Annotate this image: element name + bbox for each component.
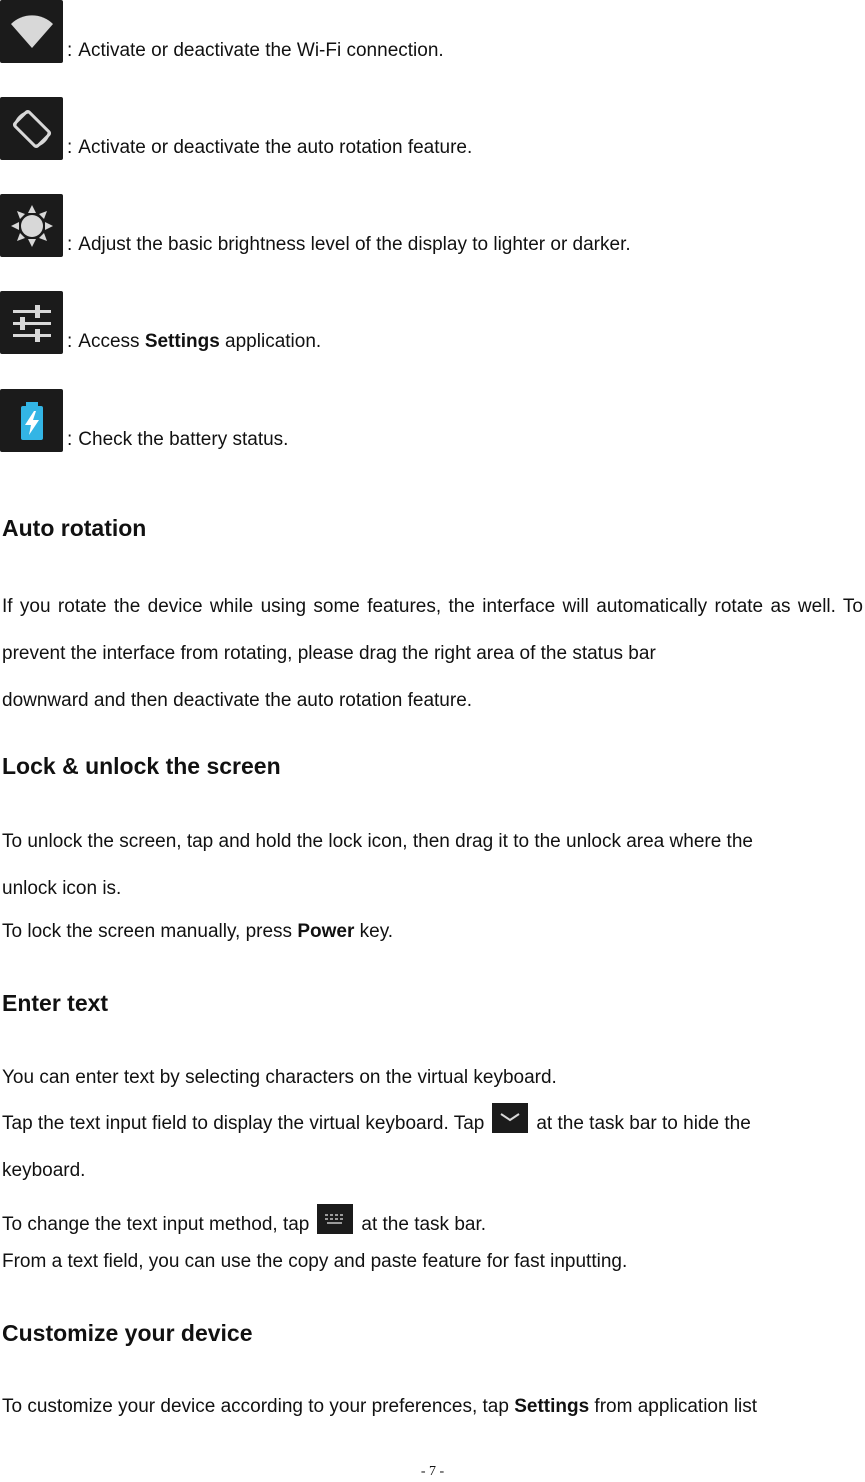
lock-text: To unlock the screen, tap and hold the lock icon, then drag it to the unlock area where the [2, 831, 753, 852]
auto-rotation-paragraph [2, 583, 863, 724]
battery-description: Check the battery status. [78, 429, 289, 450]
icon-row-battery [0, 389, 288, 452]
enter-text-line1: You can enter text by selecting characters on the virtual keyboard. [2, 1067, 557, 1088]
battery-icon [0, 389, 63, 452]
icon-colon: : [67, 331, 73, 352]
settings-text-pre: Access [78, 331, 145, 352]
icon-row-rotate [0, 97, 472, 160]
page-number: - 7 - [420, 1464, 445, 1479]
lock-paragraph [2, 818, 863, 912]
lock-manual-post: key. [354, 921, 394, 942]
enter-text-line3 [2, 1204, 486, 1236]
wifi-icon [0, 0, 63, 63]
customize-post: from application list [589, 1396, 758, 1417]
settings-sliders-icon [0, 291, 63, 354]
power-key-label: Power [297, 921, 355, 942]
icon-row-brightness [0, 194, 631, 257]
icon-row-wifi [0, 0, 444, 63]
brightness-description: Adjust the basic brightness level of the display to lighter or darker. [78, 234, 631, 255]
icon-colon: : [67, 429, 73, 450]
customize-pre: To customize your device according to your preferences, tap [2, 1396, 515, 1417]
keyboard-icon [317, 1204, 353, 1234]
enter-text-line2 [2, 1100, 863, 1194]
enter-text-line2-pre: Tap the text input field to display the virtual keyboard. Tap [2, 1113, 485, 1134]
lock-manual-line [2, 921, 393, 943]
icon-colon: : [67, 40, 73, 61]
lock-text-last: unlock icon is. [2, 878, 122, 899]
icon-row-settings [0, 291, 321, 354]
auto-rotate-icon [0, 97, 63, 160]
auto-rotation-text: If you rotate the device while using some features, the interface will automatically rotate as well. To prevent the interface from rotating, please drag the right area of the status bar [2, 596, 863, 664]
icon-colon: : [67, 234, 73, 255]
hide-keyboard-icon [492, 1103, 528, 1133]
settings-text-bold: Settings [144, 331, 220, 352]
settings-text-post: application. [219, 331, 322, 352]
lock-manual-pre: To lock the screen manually, press [2, 921, 298, 942]
enter-text-line2-last: keyboard. [2, 1160, 86, 1181]
settings-bold: Settings [514, 1396, 590, 1417]
enter-text-heading: Enter text [2, 990, 109, 1016]
enter-text-line3-post: at the task bar. [361, 1214, 487, 1235]
enter-text-line4: From a text field, you can use the copy and paste feature for fast inputting. [2, 1251, 628, 1272]
rotate-description: Activate or deactivate the auto rotation feature. [78, 137, 473, 158]
lock-heading: Lock & unlock the screen [2, 753, 281, 779]
customize-line [2, 1396, 757, 1418]
customize-heading: Customize your device [2, 1320, 253, 1346]
wifi-description: Activate or deactivate the Wi-Fi connection. [78, 40, 444, 61]
brightness-icon [0, 194, 63, 257]
icon-colon: : [67, 137, 73, 158]
auto-rotation-text-last: downward and then deactivate the auto rotation feature. [2, 690, 473, 711]
auto-rotation-heading: Auto rotation [2, 515, 147, 541]
enter-text-line3-pre: To change the text input method, tap [2, 1214, 310, 1235]
enter-text-line2-post: at the task bar to hide the [536, 1113, 751, 1134]
